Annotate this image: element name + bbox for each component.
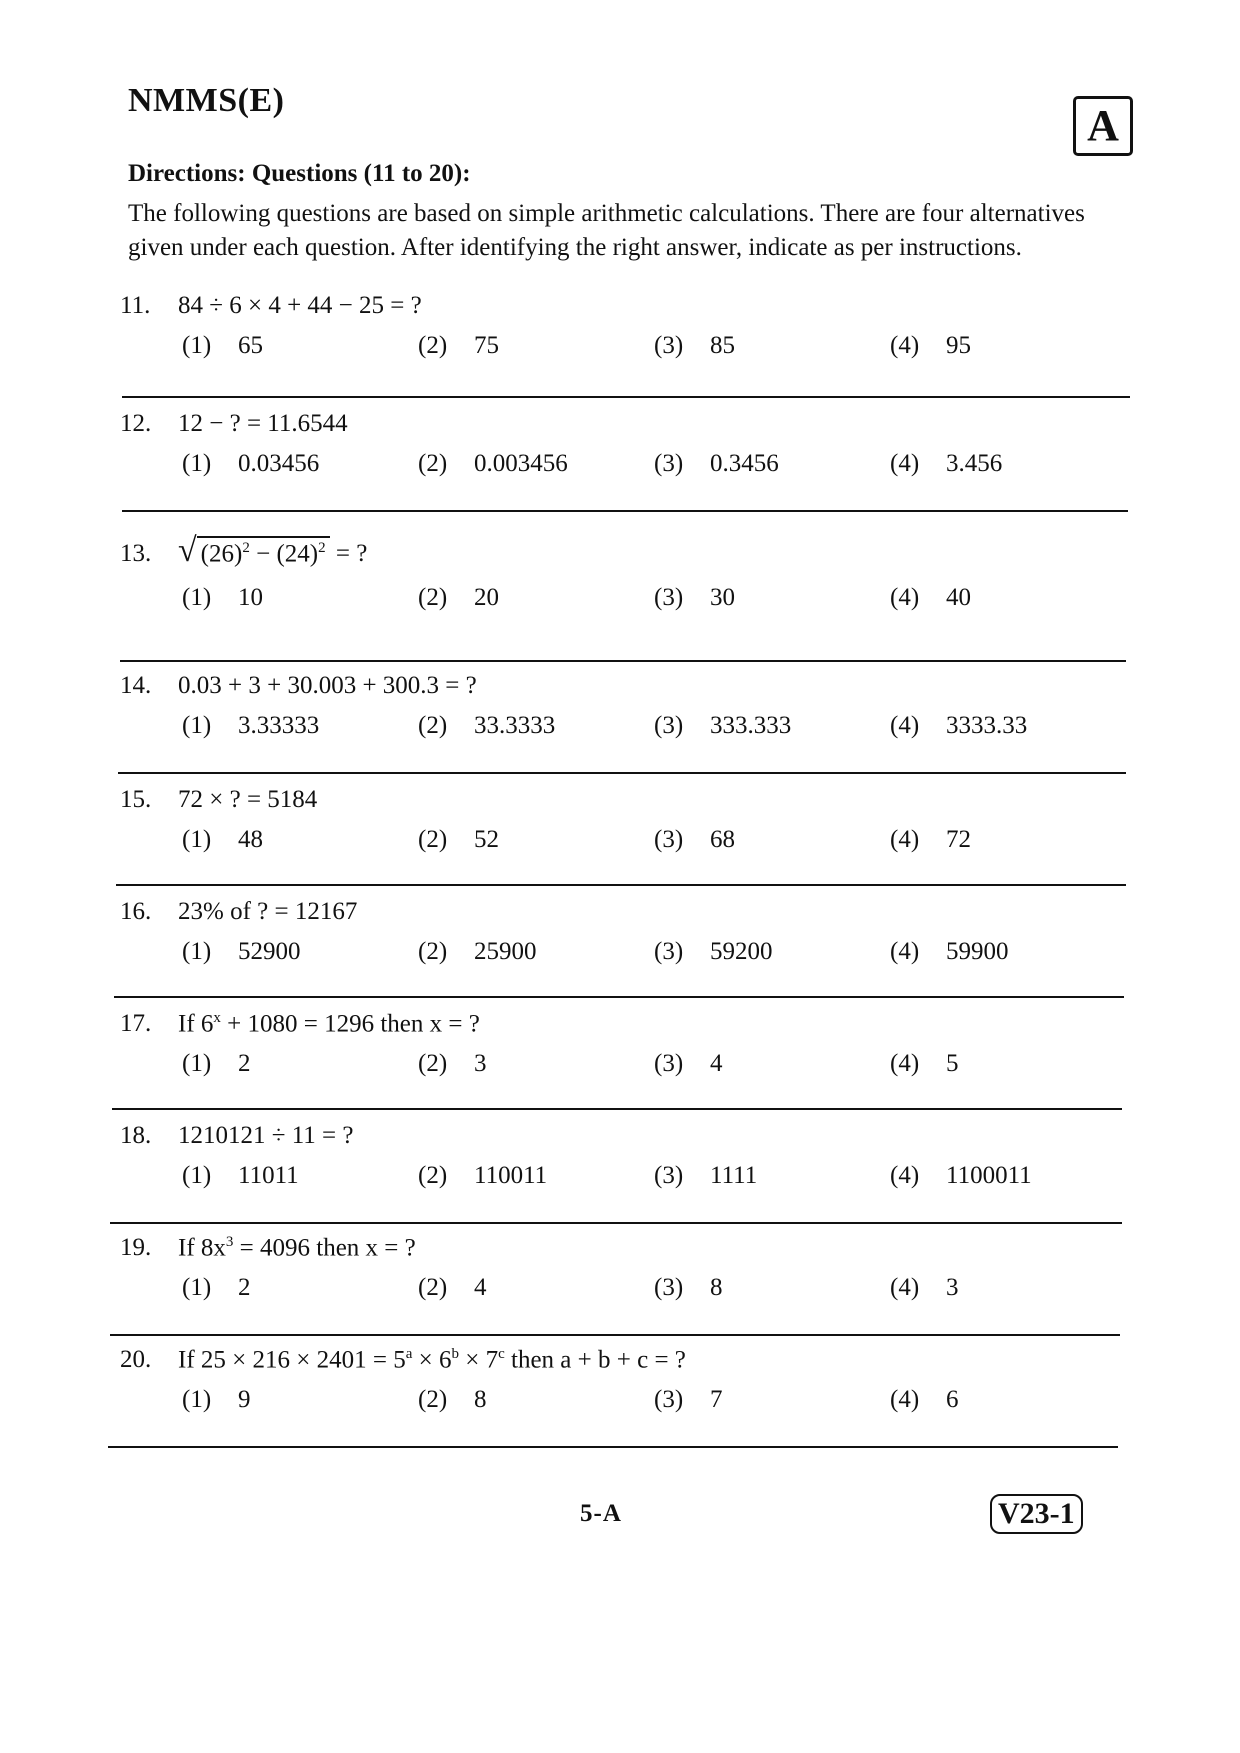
option-4 (890, 450, 1126, 478)
option-1 (182, 1162, 418, 1190)
question-number: 12. (120, 410, 152, 437)
option-number: (2) (418, 450, 448, 477)
option-number: (2) (418, 826, 448, 853)
question-number: 20. (120, 1346, 152, 1374)
option-2 (418, 826, 654, 854)
option-3 (654, 1386, 890, 1414)
option-number: (3) (654, 1386, 684, 1414)
option-2 (418, 1050, 654, 1078)
option-value: 3333.33 (946, 712, 1028, 739)
option-value: 0.03456 (238, 450, 320, 477)
directions-text: The following questions are based on simple arithmetic calculations. There are four alternatives given under each question. After identifying the right answer, indicate as per instructions. (128, 200, 1085, 261)
option-1 (182, 826, 418, 854)
option-value: 48 (238, 826, 263, 853)
option-value: 25900 (474, 938, 537, 965)
question-number: 16. (120, 898, 152, 925)
text-part: + 1080 = 1296 then x = ? (220, 1010, 480, 1038)
option-number: (4) (890, 938, 920, 965)
option-value: 52 (474, 826, 499, 853)
option-number: (1) (182, 1274, 212, 1302)
question-number: 11. (120, 292, 151, 319)
option-value: 30 (710, 584, 735, 611)
option-number: (3) (654, 1050, 684, 1078)
question-17 (120, 1010, 1130, 1078)
option-value: 110011 (474, 1162, 548, 1189)
option-number: (1) (182, 826, 212, 853)
set-code-badge: A (1073, 96, 1133, 156)
question-text (178, 1234, 416, 1262)
option-number: (1) (182, 938, 212, 965)
question-text: 84 ÷ 6 × 4 + 44 − 25 = ? (178, 292, 422, 319)
option-2 (418, 450, 654, 478)
square-root-icon: √ (178, 532, 197, 569)
question-18 (120, 1122, 1130, 1190)
radicand-term-b: (24) (276, 540, 319, 567)
option-value: 2 (238, 1274, 251, 1302)
option-number: (3) (654, 332, 684, 359)
option-number: (4) (890, 584, 920, 611)
option-number: (1) (182, 584, 212, 611)
option-2 (418, 332, 654, 360)
option-3 (654, 332, 890, 360)
option-1 (182, 712, 418, 740)
question-13 (120, 534, 1130, 612)
option-value: 65 (238, 332, 263, 359)
option-4 (890, 938, 1126, 966)
option-value: 7 (710, 1386, 723, 1414)
option-value: 0.3456 (710, 450, 779, 477)
option-number: (1) (182, 1050, 212, 1078)
question-12 (120, 410, 1130, 478)
option-value: 0.003456 (474, 450, 568, 477)
option-value: 85 (710, 332, 735, 359)
option-1 (182, 1050, 418, 1078)
exponent: 2 (318, 539, 326, 556)
option-number: (2) (418, 1386, 448, 1414)
exponent: b (451, 1346, 459, 1362)
option-number: (2) (418, 332, 448, 359)
booklet-code-badge: V23-1 (990, 1494, 1083, 1534)
option-number: (4) (890, 826, 920, 853)
option-number: (4) (890, 1274, 920, 1302)
option-number: (1) (182, 332, 212, 359)
divider (112, 1108, 1122, 1110)
option-value: 11011 (238, 1162, 299, 1189)
exponent: 2 (242, 539, 250, 556)
option-number: (3) (654, 826, 684, 853)
option-3 (654, 938, 890, 966)
question-number: 15. (120, 786, 152, 813)
text-part: then a + b + c = ? (504, 1346, 686, 1374)
exam-title: NMMS(E) (128, 82, 285, 119)
option-4 (890, 1050, 1126, 1078)
divider (122, 510, 1128, 512)
text-part: = 4096 then x = ? (233, 1234, 416, 1262)
option-number: (4) (890, 1386, 920, 1414)
text-part: If 8x (178, 1234, 226, 1262)
option-1 (182, 332, 418, 360)
option-number: (4) (890, 1162, 920, 1189)
divider (122, 396, 1130, 398)
divider (110, 1222, 1122, 1224)
question-number: 19. (120, 1234, 152, 1262)
question-number: 18. (120, 1122, 152, 1149)
divider (114, 996, 1124, 998)
option-4 (890, 1386, 1126, 1414)
option-value: 3.456 (946, 450, 1003, 477)
divider (120, 660, 1126, 662)
question-text: 72 × ? = 5184 (178, 786, 318, 813)
question-text (178, 1346, 686, 1374)
option-number: (1) (182, 1162, 212, 1189)
directions-heading: Directions: Questions (11 to 20): (128, 160, 471, 187)
exponent: x (213, 1010, 221, 1026)
option-3 (654, 712, 890, 740)
exponent: a (405, 1346, 413, 1362)
text-part: × 6 (412, 1346, 452, 1374)
option-number: (3) (654, 1162, 684, 1189)
option-number: (1) (182, 712, 212, 739)
option-value: 5 (946, 1050, 959, 1078)
option-value: 3.33333 (238, 712, 320, 739)
radicand: $(26)^2 - (24)^2$ (197, 536, 330, 568)
option-value: 9 (238, 1386, 251, 1414)
option-value: 72 (946, 826, 971, 853)
option-value: 59900 (946, 938, 1009, 965)
option-2 (418, 712, 654, 740)
option-number: (3) (654, 584, 684, 611)
option-3 (654, 1162, 890, 1190)
option-number: (2) (418, 938, 448, 965)
option-4 (890, 826, 1126, 854)
question-number: 13. (120, 540, 152, 567)
option-4 (890, 584, 1126, 612)
option-number: (2) (418, 1050, 448, 1078)
option-value: 68 (710, 826, 735, 853)
option-number: (4) (890, 450, 920, 477)
option-number: (3) (654, 1274, 684, 1302)
option-number: (2) (418, 1162, 448, 1189)
option-value: 2 (238, 1050, 251, 1078)
option-3 (654, 1050, 890, 1078)
option-number: (3) (654, 450, 684, 477)
option-4 (890, 712, 1126, 740)
option-value: 3 (946, 1274, 959, 1302)
option-3 (654, 450, 890, 478)
option-3 (654, 584, 890, 612)
option-1 (182, 1274, 418, 1302)
option-value: 59200 (710, 938, 773, 965)
option-value: 333.333 (710, 712, 792, 739)
text-part: × 7 (458, 1346, 499, 1374)
option-2 (418, 1386, 654, 1414)
option-number: (2) (418, 712, 448, 739)
option-value: 52900 (238, 938, 301, 965)
question-19 (120, 1234, 1130, 1302)
question-text (178, 1010, 480, 1038)
option-number: (4) (890, 1050, 920, 1078)
option-2 (418, 938, 654, 966)
option-number: (1) (182, 1386, 212, 1414)
question-11 (120, 292, 1130, 360)
option-value: 8 (474, 1386, 487, 1414)
question-number: 17. (120, 1010, 152, 1038)
option-number: (3) (654, 712, 684, 739)
option-4 (890, 1162, 1126, 1190)
option-number: (2) (418, 1274, 448, 1302)
option-value: 1111 (710, 1162, 758, 1189)
question-16 (120, 898, 1130, 966)
question-14 (120, 672, 1130, 740)
option-value: 4 (710, 1050, 723, 1078)
option-3 (654, 1274, 890, 1302)
option-value: 20 (474, 584, 499, 611)
question-text (178, 534, 367, 568)
option-2 (418, 1274, 654, 1302)
option-value: 40 (946, 584, 971, 611)
page-number: 5-A (580, 1500, 622, 1527)
question-text: 1210121 ÷ 11 = ? (178, 1122, 354, 1149)
option-4 (890, 1274, 1126, 1302)
option-value: 4 (474, 1274, 487, 1302)
divider (110, 1334, 1120, 1336)
option-number: (4) (890, 712, 920, 739)
radicand-term-a: (26) (200, 540, 243, 567)
equation-tail: = ? (335, 540, 368, 567)
exponent: c (498, 1346, 505, 1362)
question-15 (120, 786, 1130, 854)
option-1 (182, 450, 418, 478)
divider (118, 772, 1126, 774)
option-value: 3 (474, 1050, 487, 1078)
option-value: 95 (946, 332, 971, 359)
option-2 (418, 1162, 654, 1190)
option-value: 75 (474, 332, 499, 359)
option-value: 10 (238, 584, 263, 611)
divider (116, 884, 1126, 886)
option-number: (2) (418, 584, 448, 611)
question-number: 14. (120, 672, 152, 699)
option-number: (4) (890, 332, 920, 359)
text-part: If 6 (178, 1010, 214, 1038)
question-20 (120, 1346, 1130, 1414)
option-number: (3) (654, 938, 684, 965)
option-4 (890, 332, 1126, 360)
option-value: 6 (946, 1386, 959, 1414)
option-1 (182, 938, 418, 966)
question-text: 12 − ? = 11.6544 (178, 410, 348, 437)
question-text: 0.03 + 3 + 30.003 + 300.3 = ? (178, 672, 477, 699)
divider (108, 1446, 1118, 1448)
text-part: If 25 × 216 × 2401 = 5 (178, 1346, 406, 1374)
option-3 (654, 826, 890, 854)
option-2 (418, 584, 654, 612)
option-1 (182, 584, 418, 612)
option-number: (1) (182, 450, 212, 477)
question-text: 23% of ? = 12167 (178, 898, 358, 925)
option-value: 8 (710, 1274, 723, 1302)
option-1 (182, 1386, 418, 1414)
exponent: 3 (225, 1234, 234, 1250)
option-value: 1100011 (946, 1162, 1032, 1189)
option-value: 33.3333 (474, 712, 556, 739)
